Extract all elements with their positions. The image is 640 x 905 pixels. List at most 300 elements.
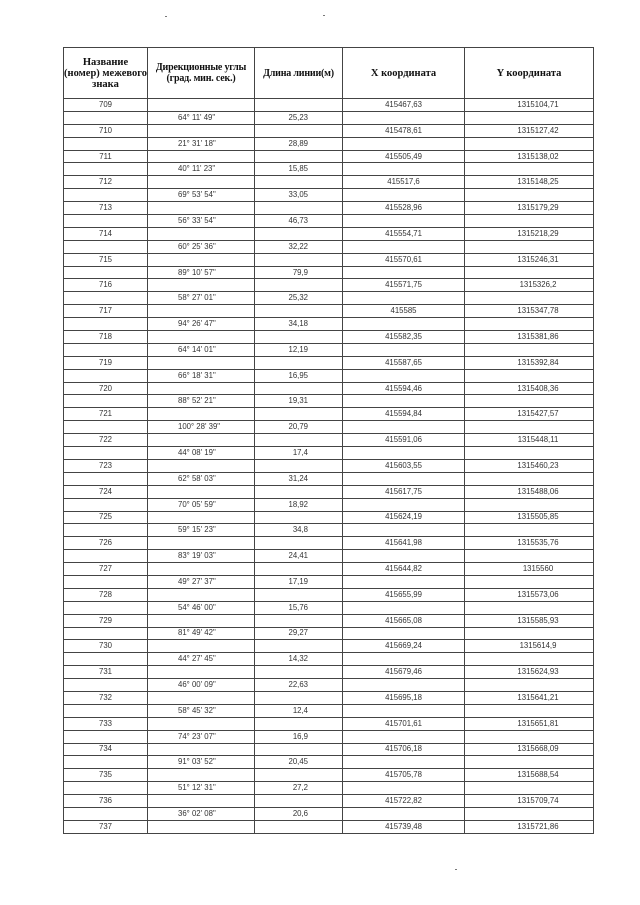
y-coordinate: 1315488,06 <box>465 485 594 498</box>
empty-cell <box>465 653 594 666</box>
header-length: Длина линии(м) <box>255 48 343 99</box>
line-length: 18,92 <box>255 498 343 511</box>
y-coordinate: 1315721,86 <box>465 820 594 833</box>
empty-cell <box>465 318 594 331</box>
direction-angle: 59° 15' 23" <box>148 524 255 537</box>
direction-angle: 81° 49' 42" <box>148 627 255 640</box>
empty-cell <box>64 163 148 176</box>
line-length: 33,05 <box>255 189 343 202</box>
empty-cell <box>148 717 255 730</box>
line-length: 16,9 <box>255 730 343 743</box>
line-length: 79,9 <box>255 266 343 279</box>
empty-cell <box>64 627 148 640</box>
point-name: 731 <box>64 666 148 679</box>
empty-cell <box>343 111 465 124</box>
empty-cell <box>64 447 148 460</box>
y-coordinate: 1315218,29 <box>465 227 594 240</box>
empty-cell <box>343 627 465 640</box>
direction-angle: 36° 02' 08" <box>148 807 255 820</box>
y-coordinate: 1315392,84 <box>465 356 594 369</box>
y-coordinate: 1315585,93 <box>465 614 594 627</box>
direction-angle: 74° 23' 07" <box>148 730 255 743</box>
x-coordinate: 415669,24 <box>343 640 465 653</box>
empty-cell <box>255 640 343 653</box>
empty-cell <box>465 240 594 253</box>
line-length: 17,19 <box>255 575 343 588</box>
table-row <box>64 691 594 704</box>
header-angle: Дирекционные углы (град. мин. сек.) <box>148 48 255 99</box>
empty-cell <box>255 588 343 601</box>
empty-cell <box>148 434 255 447</box>
empty-cell <box>64 343 148 356</box>
empty-cell <box>64 395 148 408</box>
table-row <box>64 447 594 460</box>
line-length: 27,2 <box>255 782 343 795</box>
empty-cell <box>148 640 255 653</box>
empty-cell <box>465 550 594 563</box>
empty-cell <box>465 524 594 537</box>
table-row <box>64 756 594 769</box>
x-coordinate: 415603,55 <box>343 459 465 472</box>
empty-cell <box>465 137 594 150</box>
empty-cell <box>343 679 465 692</box>
x-coordinate: 415528,96 <box>343 202 465 215</box>
empty-cell <box>343 550 465 563</box>
empty-cell <box>465 343 594 356</box>
empty-cell <box>255 795 343 808</box>
empty-cell <box>148 279 255 292</box>
empty-cell <box>64 524 148 537</box>
y-coordinate: 1315505,85 <box>465 511 594 524</box>
point-name: 735 <box>64 769 148 782</box>
table-row <box>64 369 594 382</box>
line-length: 20,6 <box>255 807 343 820</box>
empty-cell <box>64 472 148 485</box>
y-coordinate: 1315651,81 <box>465 717 594 730</box>
empty-cell <box>465 189 594 202</box>
empty-cell <box>343 807 465 820</box>
y-coordinate: 1315624,93 <box>465 666 594 679</box>
table-row <box>64 331 594 344</box>
point-name: 712 <box>64 176 148 189</box>
table-row <box>64 498 594 511</box>
empty-cell <box>343 601 465 614</box>
direction-angle: 44° 08' 19" <box>148 447 255 460</box>
empty-cell <box>255 356 343 369</box>
empty-cell <box>255 614 343 627</box>
empty-cell <box>343 292 465 305</box>
empty-cell <box>255 434 343 447</box>
empty-cell <box>465 472 594 485</box>
empty-cell <box>148 408 255 421</box>
empty-cell <box>343 240 465 253</box>
point-name: 720 <box>64 382 148 395</box>
x-coordinate: 415665,08 <box>343 614 465 627</box>
empty-cell <box>64 601 148 614</box>
direction-angle: 60° 25' 36" <box>148 240 255 253</box>
y-coordinate: 1315246,31 <box>465 253 594 266</box>
empty-cell <box>148 537 255 550</box>
header-y-coordinate: Y координата <box>465 48 594 99</box>
line-length: 29,27 <box>255 627 343 640</box>
line-length: 32,22 <box>255 240 343 253</box>
empty-cell <box>64 807 148 820</box>
empty-cell <box>148 563 255 576</box>
empty-cell <box>148 176 255 189</box>
empty-cell <box>148 253 255 266</box>
x-coordinate: 415594,84 <box>343 408 465 421</box>
line-length: 28,89 <box>255 137 343 150</box>
direction-angle: 51° 12' 31" <box>148 782 255 795</box>
point-name: 709 <box>64 99 148 112</box>
empty-cell <box>255 666 343 679</box>
x-coordinate: 415585 <box>343 305 465 318</box>
y-coordinate: 1315427,57 <box>465 408 594 421</box>
empty-cell <box>465 163 594 176</box>
table-row <box>64 550 594 563</box>
empty-cell <box>148 743 255 756</box>
empty-cell <box>465 601 594 614</box>
empty-cell <box>64 421 148 434</box>
line-length: 46,73 <box>255 215 343 228</box>
scan-speck <box>323 15 325 16</box>
table-row <box>64 408 594 421</box>
direction-angle: 64° 11' 49" <box>148 111 255 124</box>
empty-cell <box>148 305 255 318</box>
line-length: 15,76 <box>255 601 343 614</box>
table-row <box>64 266 594 279</box>
y-coordinate: 1315573,06 <box>465 588 594 601</box>
empty-cell <box>343 524 465 537</box>
table-row <box>64 704 594 717</box>
table-row <box>64 318 594 331</box>
empty-cell <box>148 588 255 601</box>
table-row <box>64 601 594 614</box>
direction-angle: 56° 33' 54" <box>148 215 255 228</box>
empty-cell <box>255 176 343 189</box>
line-length: 14,32 <box>255 653 343 666</box>
table-row <box>64 343 594 356</box>
direction-angle: 62° 58' 03" <box>148 472 255 485</box>
empty-cell <box>255 717 343 730</box>
x-coordinate: 415571,75 <box>343 279 465 292</box>
x-coordinate: 415517,6 <box>343 176 465 189</box>
empty-cell <box>343 266 465 279</box>
boundary-marks-table <box>63 47 593 834</box>
direction-angle: 40° 11' 23" <box>148 163 255 176</box>
table-row <box>64 614 594 627</box>
y-coordinate: 1315179,29 <box>465 202 594 215</box>
empty-cell <box>343 163 465 176</box>
y-coordinate: 1315688,54 <box>465 769 594 782</box>
empty-cell <box>64 318 148 331</box>
empty-cell <box>64 498 148 511</box>
point-name: 717 <box>64 305 148 318</box>
empty-cell <box>465 266 594 279</box>
empty-cell <box>343 318 465 331</box>
empty-cell <box>64 111 148 124</box>
direction-angle: 21° 31' 18" <box>148 137 255 150</box>
x-coordinate: 415594,46 <box>343 382 465 395</box>
table-row <box>64 807 594 820</box>
direction-angle: 58° 45' 32" <box>148 704 255 717</box>
empty-cell <box>465 627 594 640</box>
empty-cell <box>64 266 148 279</box>
empty-cell <box>465 421 594 434</box>
empty-cell <box>465 447 594 460</box>
scan-speck <box>455 869 457 870</box>
empty-cell <box>255 150 343 163</box>
x-coordinate: 415655,99 <box>343 588 465 601</box>
point-name: 711 <box>64 150 148 163</box>
empty-cell <box>255 563 343 576</box>
table-body <box>64 99 594 834</box>
table-row <box>64 588 594 601</box>
empty-cell <box>255 691 343 704</box>
point-name: 713 <box>64 202 148 215</box>
y-coordinate: 1315448,11 <box>465 434 594 447</box>
empty-cell <box>343 215 465 228</box>
empty-cell <box>343 395 465 408</box>
point-name: 729 <box>64 614 148 627</box>
line-length: 20,45 <box>255 756 343 769</box>
y-coordinate: 1315148,25 <box>465 176 594 189</box>
direction-angle: 70° 05' 59" <box>148 498 255 511</box>
empty-cell <box>64 653 148 666</box>
direction-angle: 66° 18' 31" <box>148 369 255 382</box>
x-coordinate: 415705,78 <box>343 769 465 782</box>
x-coordinate: 415701,61 <box>343 717 465 730</box>
table-row <box>64 124 594 137</box>
empty-cell <box>64 550 148 563</box>
x-coordinate: 415505,49 <box>343 150 465 163</box>
scan-speck <box>165 16 167 17</box>
empty-cell <box>255 459 343 472</box>
empty-cell <box>343 498 465 511</box>
table-row <box>64 679 594 692</box>
direction-angle: 69° 53' 54" <box>148 189 255 202</box>
table-row <box>64 730 594 743</box>
empty-cell <box>465 730 594 743</box>
point-name: 732 <box>64 691 148 704</box>
empty-cell <box>343 782 465 795</box>
x-coordinate: 415582,35 <box>343 331 465 344</box>
empty-cell <box>64 575 148 588</box>
table-row <box>64 524 594 537</box>
line-length: 16,95 <box>255 369 343 382</box>
empty-cell <box>465 215 594 228</box>
table-row <box>64 820 594 833</box>
empty-cell <box>465 395 594 408</box>
empty-cell <box>255 305 343 318</box>
empty-cell <box>64 730 148 743</box>
coordinates-table <box>63 47 594 834</box>
point-name: 721 <box>64 408 148 421</box>
empty-cell <box>465 498 594 511</box>
y-coordinate: 1315408,36 <box>465 382 594 395</box>
table-row <box>64 279 594 292</box>
point-name: 714 <box>64 227 148 240</box>
table-row <box>64 563 594 576</box>
table-row <box>64 537 594 550</box>
line-length: 22,63 <box>255 679 343 692</box>
table-row <box>64 653 594 666</box>
empty-cell <box>255 227 343 240</box>
empty-cell <box>64 215 148 228</box>
direction-angle: 88° 52' 21" <box>148 395 255 408</box>
direction-angle: 91° 03' 52" <box>148 756 255 769</box>
empty-cell <box>255 769 343 782</box>
point-name: 725 <box>64 511 148 524</box>
direction-angle: 44° 27' 45" <box>148 653 255 666</box>
y-coordinate: 1315460,23 <box>465 459 594 472</box>
table-row <box>64 666 594 679</box>
point-name: 727 <box>64 563 148 576</box>
empty-cell <box>64 369 148 382</box>
direction-angle: 83° 19' 03" <box>148 550 255 563</box>
header-x-coordinate: X координата <box>343 48 465 99</box>
empty-cell <box>343 575 465 588</box>
empty-cell <box>64 679 148 692</box>
point-name: 730 <box>64 640 148 653</box>
direction-angle: 94° 26' 47" <box>148 318 255 331</box>
empty-cell <box>255 99 343 112</box>
empty-cell <box>465 575 594 588</box>
y-coordinate: 1315138,02 <box>465 150 594 163</box>
line-length: 12,19 <box>255 343 343 356</box>
empty-cell <box>148 511 255 524</box>
empty-cell <box>343 137 465 150</box>
table-row <box>64 163 594 176</box>
line-length: 24,41 <box>255 550 343 563</box>
point-name: 726 <box>64 537 148 550</box>
empty-cell <box>148 795 255 808</box>
empty-cell <box>148 150 255 163</box>
empty-cell <box>148 356 255 369</box>
line-length: 19,31 <box>255 395 343 408</box>
x-coordinate: 415591,06 <box>343 434 465 447</box>
direction-angle: 46° 00' 09" <box>148 679 255 692</box>
table-row <box>64 717 594 730</box>
y-coordinate: 1315709,74 <box>465 795 594 808</box>
header-row <box>64 48 594 99</box>
table-row <box>64 395 594 408</box>
table-row <box>64 253 594 266</box>
table-row <box>64 356 594 369</box>
point-name: 722 <box>64 434 148 447</box>
y-coordinate: 1315641,21 <box>465 691 594 704</box>
empty-cell <box>64 189 148 202</box>
y-coordinate: 1315535,76 <box>465 537 594 550</box>
empty-cell <box>148 227 255 240</box>
x-coordinate: 415554,71 <box>343 227 465 240</box>
point-name: 734 <box>64 743 148 756</box>
table-row <box>64 434 594 447</box>
empty-cell <box>148 691 255 704</box>
y-coordinate: 1315381,86 <box>465 331 594 344</box>
table-row <box>64 240 594 253</box>
empty-cell <box>343 189 465 202</box>
empty-cell <box>255 743 343 756</box>
x-coordinate: 415706,18 <box>343 743 465 756</box>
x-coordinate: 415722,82 <box>343 795 465 808</box>
empty-cell <box>148 614 255 627</box>
empty-cell <box>148 459 255 472</box>
table-row <box>64 627 594 640</box>
table-row <box>64 292 594 305</box>
direction-angle: 58° 27' 01" <box>148 292 255 305</box>
line-length: 25,32 <box>255 292 343 305</box>
line-length: 17,4 <box>255 447 343 460</box>
empty-cell <box>255 124 343 137</box>
empty-cell <box>255 279 343 292</box>
empty-cell <box>64 756 148 769</box>
line-length: 25,23 <box>255 111 343 124</box>
table-row <box>64 421 594 434</box>
x-coordinate: 415624,19 <box>343 511 465 524</box>
point-name: 733 <box>64 717 148 730</box>
empty-cell <box>343 447 465 460</box>
line-length: 34,8 <box>255 524 343 537</box>
empty-cell <box>255 820 343 833</box>
empty-cell <box>343 369 465 382</box>
x-coordinate: 415617,75 <box>343 485 465 498</box>
table-row <box>64 782 594 795</box>
table-row <box>64 459 594 472</box>
line-length: 34,18 <box>255 318 343 331</box>
empty-cell <box>64 240 148 253</box>
empty-cell <box>343 472 465 485</box>
line-length: 12,4 <box>255 704 343 717</box>
y-coordinate: 1315560 <box>465 563 594 576</box>
x-coordinate: 415570,61 <box>343 253 465 266</box>
table-row <box>64 511 594 524</box>
direction-angle: 54° 46' 00" <box>148 601 255 614</box>
point-name: 710 <box>64 124 148 137</box>
point-name: 716 <box>64 279 148 292</box>
empty-cell <box>148 99 255 112</box>
x-coordinate: 415467,63 <box>343 99 465 112</box>
table-row <box>64 640 594 653</box>
empty-cell <box>255 331 343 344</box>
x-coordinate: 415679,46 <box>343 666 465 679</box>
point-name: 719 <box>64 356 148 369</box>
table-row <box>64 305 594 318</box>
empty-cell <box>148 485 255 498</box>
empty-cell <box>255 485 343 498</box>
direction-angle: 89° 10' 57" <box>148 266 255 279</box>
empty-cell <box>343 704 465 717</box>
empty-cell <box>148 666 255 679</box>
point-name: 728 <box>64 588 148 601</box>
x-coordinate: 415739,48 <box>343 820 465 833</box>
empty-cell <box>255 511 343 524</box>
x-coordinate: 415478,61 <box>343 124 465 137</box>
x-coordinate: 415695,18 <box>343 691 465 704</box>
y-coordinate: 1315347,78 <box>465 305 594 318</box>
table-row <box>64 137 594 150</box>
table-row <box>64 111 594 124</box>
y-coordinate: 1315614,9 <box>465 640 594 653</box>
empty-cell <box>148 820 255 833</box>
point-name: 737 <box>64 820 148 833</box>
empty-cell <box>465 756 594 769</box>
empty-cell <box>148 124 255 137</box>
empty-cell <box>465 111 594 124</box>
empty-cell <box>343 421 465 434</box>
line-length: 15,85 <box>255 163 343 176</box>
header-name: Название (номер) межевого знака <box>64 48 148 99</box>
